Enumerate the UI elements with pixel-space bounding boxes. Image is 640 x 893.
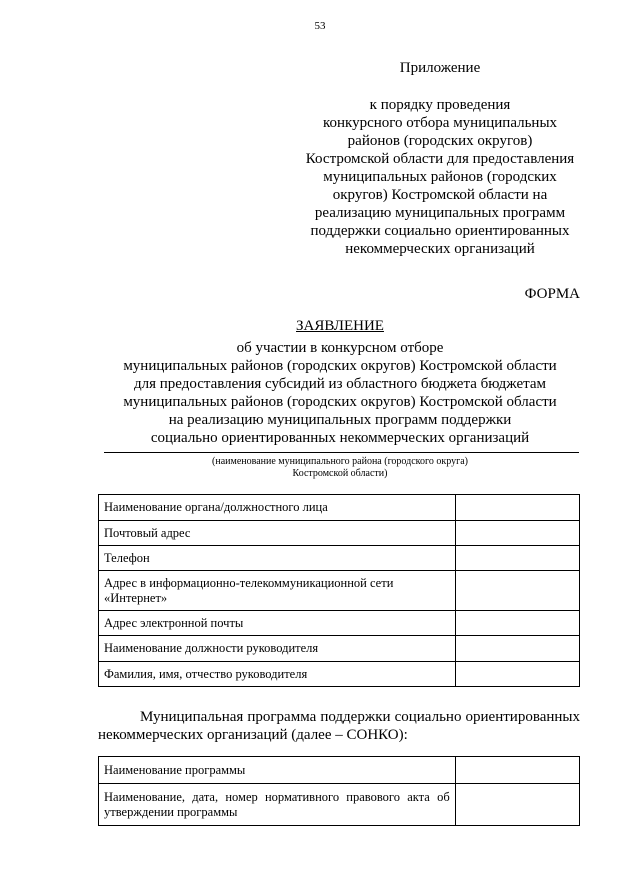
table-row-label: Наименование программы: [99, 757, 456, 784]
table-value-cell[interactable]: [455, 784, 579, 826]
table-value-cell[interactable]: [456, 495, 580, 521]
underline-caption: Костромской области): [292, 468, 388, 479]
statement-line: социально ориентированных некоммерческих организаций: [150, 430, 530, 446]
form-label: ФОРМА: [524, 286, 580, 302]
table-value-cell[interactable]: [456, 546, 580, 571]
table-row-label: Наименование, дата, номер нормативного правового акта об утверждении программы: [99, 784, 456, 826]
table-value-cell[interactable]: [456, 521, 580, 546]
name-underline: [104, 452, 579, 453]
program-info-table: [98, 756, 580, 826]
statement-line: на реализацию муниципальных программ поддержки: [168, 412, 512, 428]
table-row-label: Почтовый адрес: [99, 521, 456, 546]
table-value-cell[interactable]: [456, 571, 580, 611]
table-value-cell[interactable]: [456, 662, 580, 687]
appendix-line: конкурсного отбора муниципальных: [322, 115, 558, 131]
appendix-line: реализацию муниципальных программ: [314, 205, 566, 221]
appendix-line: районов (городских округов): [347, 133, 533, 149]
statement-line: муниципальных районов (городских округов) Костромской области: [123, 394, 557, 410]
appendix-title: Приложение: [399, 60, 481, 76]
statement-line: об участии в конкурсном отборе: [236, 340, 444, 356]
table-value-cell[interactable]: [456, 611, 580, 636]
statement-line: муниципальных районов (городских округов) Костромской области: [123, 358, 557, 374]
table-row-label: Телефон: [99, 546, 456, 571]
table-row-label: Наименование должности руководителя: [99, 636, 456, 662]
table-row-label: Наименование органа/должностного лица: [99, 495, 456, 521]
table-row-label: Фамилия, имя, отчество руководителя: [99, 662, 456, 687]
appendix-line: поддержки социально ориентированных: [310, 223, 570, 239]
table-row-label: Адрес в информационно-телекоммуникационной сети «Интернет»: [99, 571, 456, 611]
underline-caption: (наименование муниципального района (городского округа): [212, 456, 468, 467]
appendix-line: Костромской области для предоставления: [305, 151, 575, 167]
appendix-line: муниципальных районов (городских: [323, 169, 557, 185]
statement-heading: ЗАЯВЛЕНИЕ: [296, 318, 384, 334]
appendix-line: округов) Костромской области на: [332, 187, 548, 203]
statement-line: для предоставления субсидий из областного бюджета бюджетам: [133, 376, 547, 392]
page-number: 53: [314, 20, 326, 32]
appendix-line: к порядку проведения: [369, 97, 511, 113]
applicant-info-table: [98, 494, 580, 687]
table-value-cell[interactable]: [456, 636, 580, 662]
table-row-label: Адрес электронной почты: [99, 611, 456, 636]
table-value-cell[interactable]: [455, 757, 579, 784]
program-paragraph: Муниципальная программа поддержки социально ориентированных некоммерческих организаций (далее – СОНКО):: [98, 709, 580, 743]
appendix-line: некоммерческих организаций: [345, 241, 535, 257]
